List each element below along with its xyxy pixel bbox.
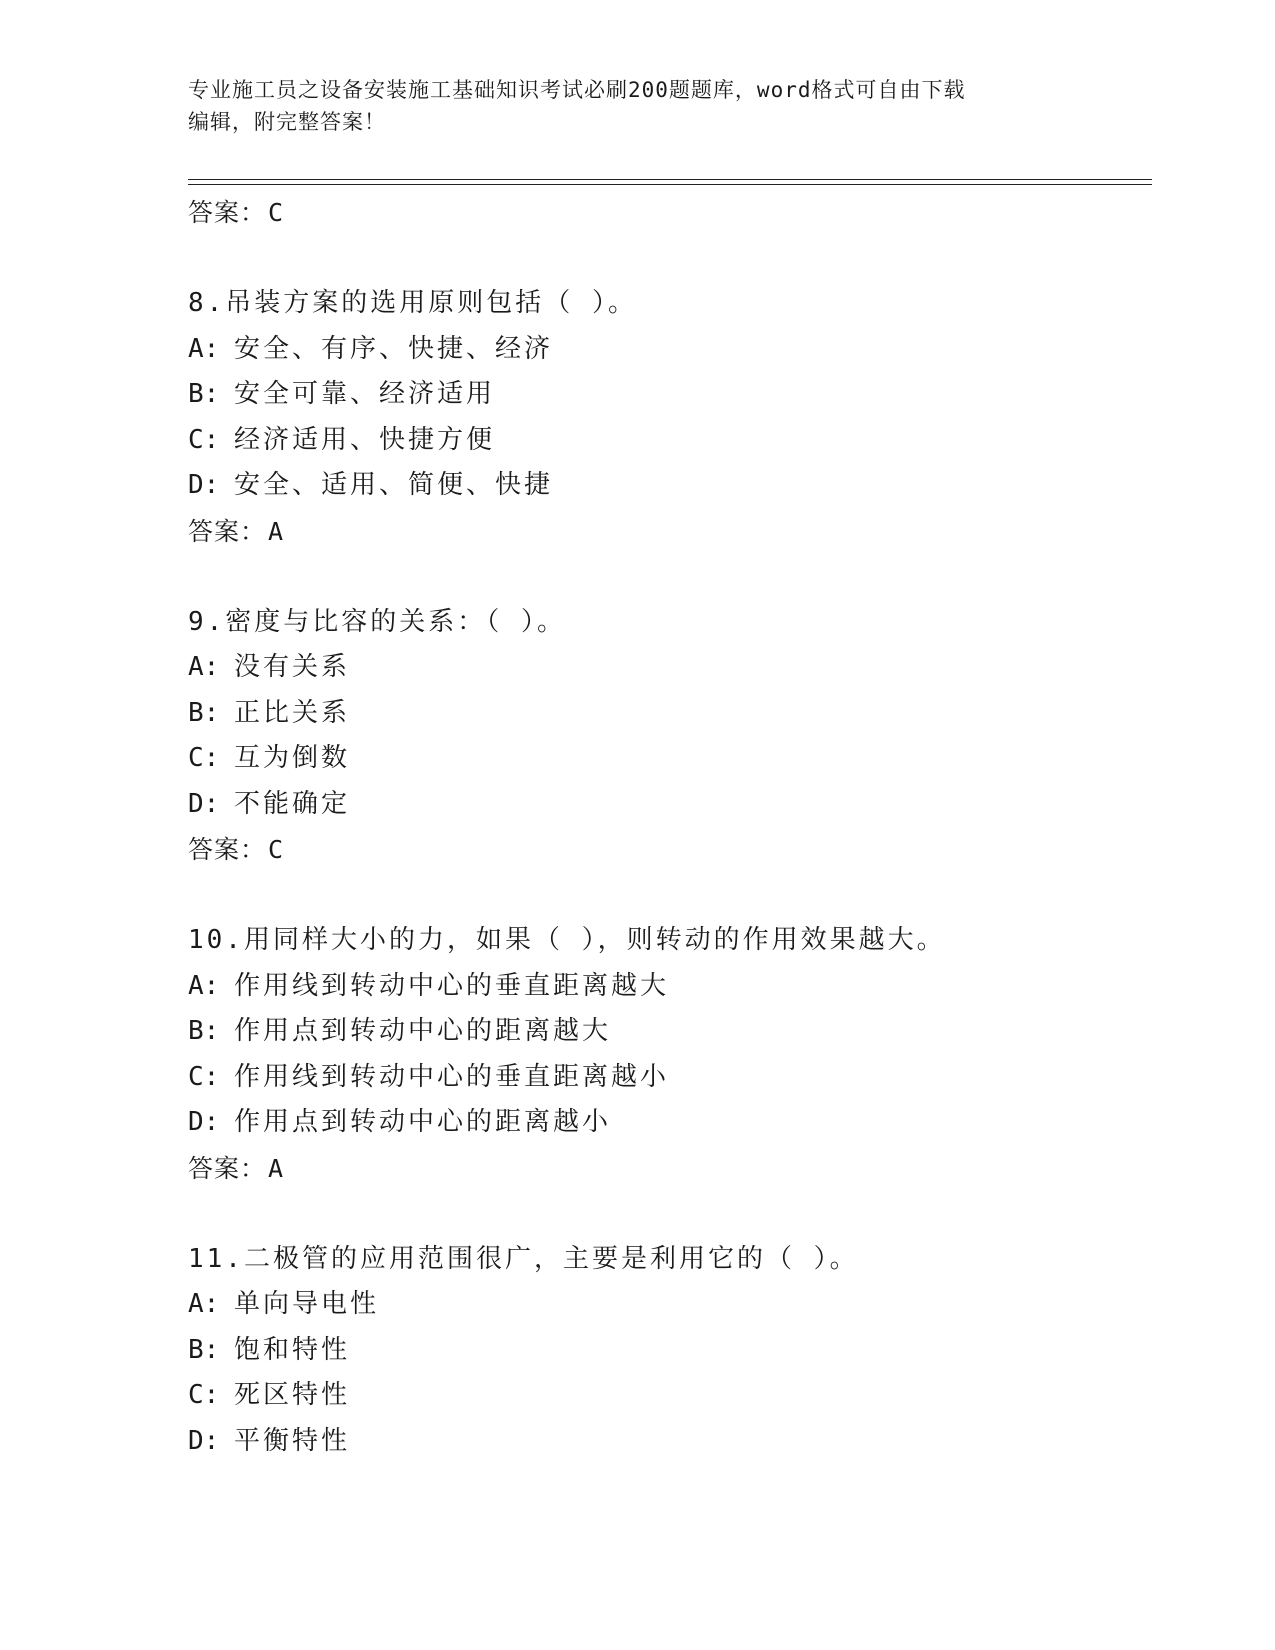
option-text: 单向导电性 — [234, 1289, 380, 1319]
answer-value: C — [268, 835, 285, 864]
answer-line — [188, 509, 1152, 555]
option-d — [188, 1419, 1152, 1465]
option-c — [188, 736, 1152, 782]
option-a — [188, 1282, 1152, 1328]
question-title: 11.二极管的应用范围很广，主要是利用它的（ ）。 — [188, 1243, 859, 1274]
option-text: 作用线到转动中心的垂直距离越小 — [234, 1061, 670, 1092]
option-text: 作用线到转动中心的垂直距离越大 — [234, 970, 670, 1001]
option-key: A: — [188, 652, 220, 682]
option-text: 安全、有序、快捷、经济 — [234, 333, 554, 364]
option-key: B: — [188, 1334, 220, 1365]
option-key: B: — [188, 1016, 220, 1046]
option-key: D: — [188, 788, 220, 819]
header-line-1: 专业施工员之设备安装施工基础知识考试必刷200题题库，word格式可自由下载 — [188, 78, 966, 102]
option-a — [188, 964, 1152, 1010]
option-c — [188, 1055, 1152, 1101]
option-text: 经济适用、快捷方便 — [234, 424, 496, 455]
question-block — [188, 281, 1152, 555]
option-key: C: — [188, 743, 220, 773]
header-divider-top — [188, 179, 1152, 180]
answer-label: 答案： — [188, 1153, 267, 1183]
header-divider-bottom — [188, 184, 1152, 185]
option-text: 死区特性 — [234, 1380, 351, 1410]
option-text: 平衡特性 — [234, 1425, 351, 1456]
answer-line — [188, 827, 1152, 873]
answer-value: C — [268, 198, 285, 227]
option-key: D: — [188, 470, 220, 500]
option-d — [188, 463, 1152, 509]
option-key: B: — [188, 379, 220, 409]
option-c — [188, 418, 1152, 464]
option-text: 安全可靠、经济适用 — [234, 379, 496, 409]
option-key: A: — [188, 1289, 220, 1319]
option-b — [188, 1328, 1152, 1374]
option-text: 饱和特性 — [234, 1334, 351, 1365]
option-c — [188, 1373, 1152, 1419]
answer-label: 答案： — [188, 516, 267, 546]
option-d — [188, 782, 1152, 828]
option-key: D: — [188, 1107, 220, 1137]
option-key: C: — [188, 1380, 220, 1410]
answer-line — [188, 1146, 1152, 1192]
option-text: 正比关系 — [234, 697, 351, 728]
option-text: 没有关系 — [234, 652, 351, 682]
option-text: 安全、适用、简便、快捷 — [234, 470, 554, 500]
answer-line — [188, 190, 1152, 236]
option-key: D: — [188, 1425, 220, 1456]
option-b — [188, 1009, 1152, 1055]
option-d — [188, 1100, 1152, 1146]
option-text: 作用点到转动中心的距离越大 — [234, 1016, 612, 1046]
option-text: 不能确定 — [234, 788, 351, 819]
question-block — [188, 600, 1152, 874]
answer-label: 答案： — [188, 835, 267, 864]
question-title: 10.用同样大小的力，如果（ ），则转动的作用效果越大。 — [188, 925, 946, 955]
question-block — [188, 918, 1152, 1192]
option-a — [188, 327, 1152, 373]
option-b — [188, 691, 1152, 737]
option-text: 作用点到转动中心的距离越小 — [234, 1107, 612, 1137]
option-b — [188, 372, 1152, 418]
option-text: 互为倒数 — [234, 743, 351, 773]
question-title: 9.密度与比容的关系：（ ）。 — [188, 606, 566, 637]
document-header — [188, 74, 1088, 138]
option-key: B: — [188, 697, 220, 728]
option-key: A: — [188, 970, 220, 1001]
header-line-2: 编辑，附完整答案！ — [188, 110, 386, 134]
option-key: C: — [188, 1061, 220, 1092]
question-list — [188, 190, 1152, 1464]
answer-value: A — [268, 1153, 285, 1183]
option-key: A: — [188, 333, 220, 364]
question-title: 8.吊装方案的选用原则包括（ ）。 — [188, 288, 637, 318]
answer-value: A — [268, 516, 285, 546]
option-key: C: — [188, 424, 220, 455]
question-block — [188, 1237, 1152, 1465]
answer-label: 答案： — [188, 198, 267, 227]
option-a — [188, 645, 1152, 691]
